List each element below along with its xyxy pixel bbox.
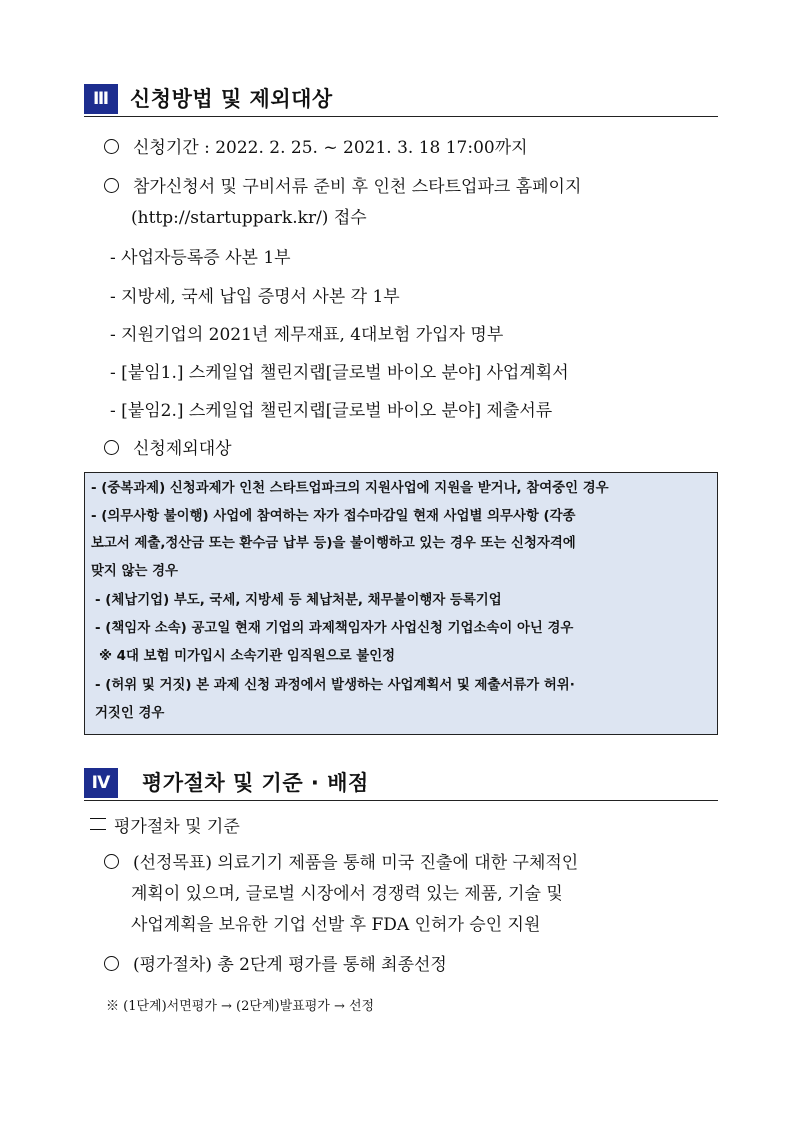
circle-bullet-icon	[104, 178, 119, 193]
goal-text-1: (선정목표) 의료기기 제품을 통해 미국 진출에 대한 구체적인	[133, 853, 579, 873]
exclusion-item: - (책임자 소속) 공고일 현재 기업의 과제책임자가 사업신청 기업소속이 아닌 경우	[95, 621, 574, 636]
exclusion-box	[84, 472, 718, 735]
circle-bullet-icon	[104, 440, 119, 455]
doc-item: - 지원기업의 2021년 제무재표, 4대보험 가입자 명부	[110, 325, 504, 345]
doc-item: - [붙임1.] 스케일업 챌린지랩[글로벌 바이오 분야] 사업계획서	[110, 363, 569, 383]
section-4-title: 평가절차 및 기준 · 배점	[142, 771, 369, 795]
exclusion-item: - (중복과제) 신청과제가 인천 스타트업파크의 지원사업에 지원을 받거나, 참여중인 경우	[91, 481, 609, 496]
section-4-number: Ⅳ	[84, 768, 118, 798]
section-3-title: 신청방법 및 제외대상	[130, 87, 333, 111]
section-4-header	[84, 766, 718, 801]
exclusion-item: - (체납기업) 부도, 국세, 지방세 등 체납처분, 채무불이행자 등록기업	[95, 593, 502, 608]
circle-bullet-icon	[104, 956, 119, 971]
exclusion-item: 거짓인 경우	[95, 706, 165, 721]
goal-text-3: 사업계획을 보유한 기업 선발 후 FDA 인허가 승인 지원	[131, 915, 541, 935]
application-period	[104, 136, 528, 160]
square-bullet-icon	[90, 818, 106, 830]
exclusion-note: ※ 4대 보험 미가입시 소속기관 임직원으로 불인정	[99, 649, 396, 664]
doc-item: - 지방세, 국세 납입 증명서 사본 각 1부	[110, 287, 400, 307]
circle-bullet-icon	[104, 139, 119, 154]
exclusion-item: 맞지 않는 경우	[91, 564, 178, 579]
exclusion-heading-text: 신청제외대상	[133, 439, 232, 459]
goal	[104, 851, 578, 875]
doc-item: - [붙임2.] 스케일업 챌린지랩[글로벌 바이오 분야] 제출서류	[110, 401, 553, 421]
circle-bullet-icon	[104, 854, 119, 869]
exclusion-item: - (허위 및 거짓) 본 과제 신청 과정에서 발생하는 사업계획서 및 제출서류가 허위·	[95, 678, 575, 693]
procedure	[104, 953, 447, 977]
goal-text-2: 계획이 있으며, 글로벌 시장에서 경쟁력 있는 제품, 기술 및	[131, 884, 563, 904]
submission-text-1: 참가신청서 및 구비서류 준비 후 인천 스타트업파크 홈페이지	[133, 177, 582, 197]
sub-heading-text: 평가절차 및 기준	[114, 817, 240, 837]
section-3-number: Ⅲ	[84, 84, 118, 114]
application-period-text: 신청기간 : 2022. 2. 25. ~ 2021. 3. 18 17:00까지	[133, 138, 528, 158]
procedure-text: (평가절차) 총 2단계 평가를 통해 최종선정	[133, 955, 447, 975]
section-3-header	[84, 82, 718, 117]
procedure-note: ※ (1단계)서면평가 → (2단계)발표평가 → 선정	[106, 999, 375, 1014]
doc-item: - 사업자등록증 사본 1부	[110, 248, 291, 268]
sub-heading	[90, 815, 240, 839]
exclusion-item: 보고서 제출,정산금 또는 환수금 납부 등)을 불이행하고 있는 경우 또는 신청자격에	[91, 536, 576, 551]
submission-info	[104, 175, 581, 199]
exclusion-item: - (의무사항 불이행) 사업에 참여하는 자가 접수마감일 현재 사업별 의무사항 (각종	[91, 509, 576, 524]
exclusion-heading	[104, 437, 232, 461]
submission-url: (http://startuppark.kr/) 접수	[131, 208, 367, 228]
